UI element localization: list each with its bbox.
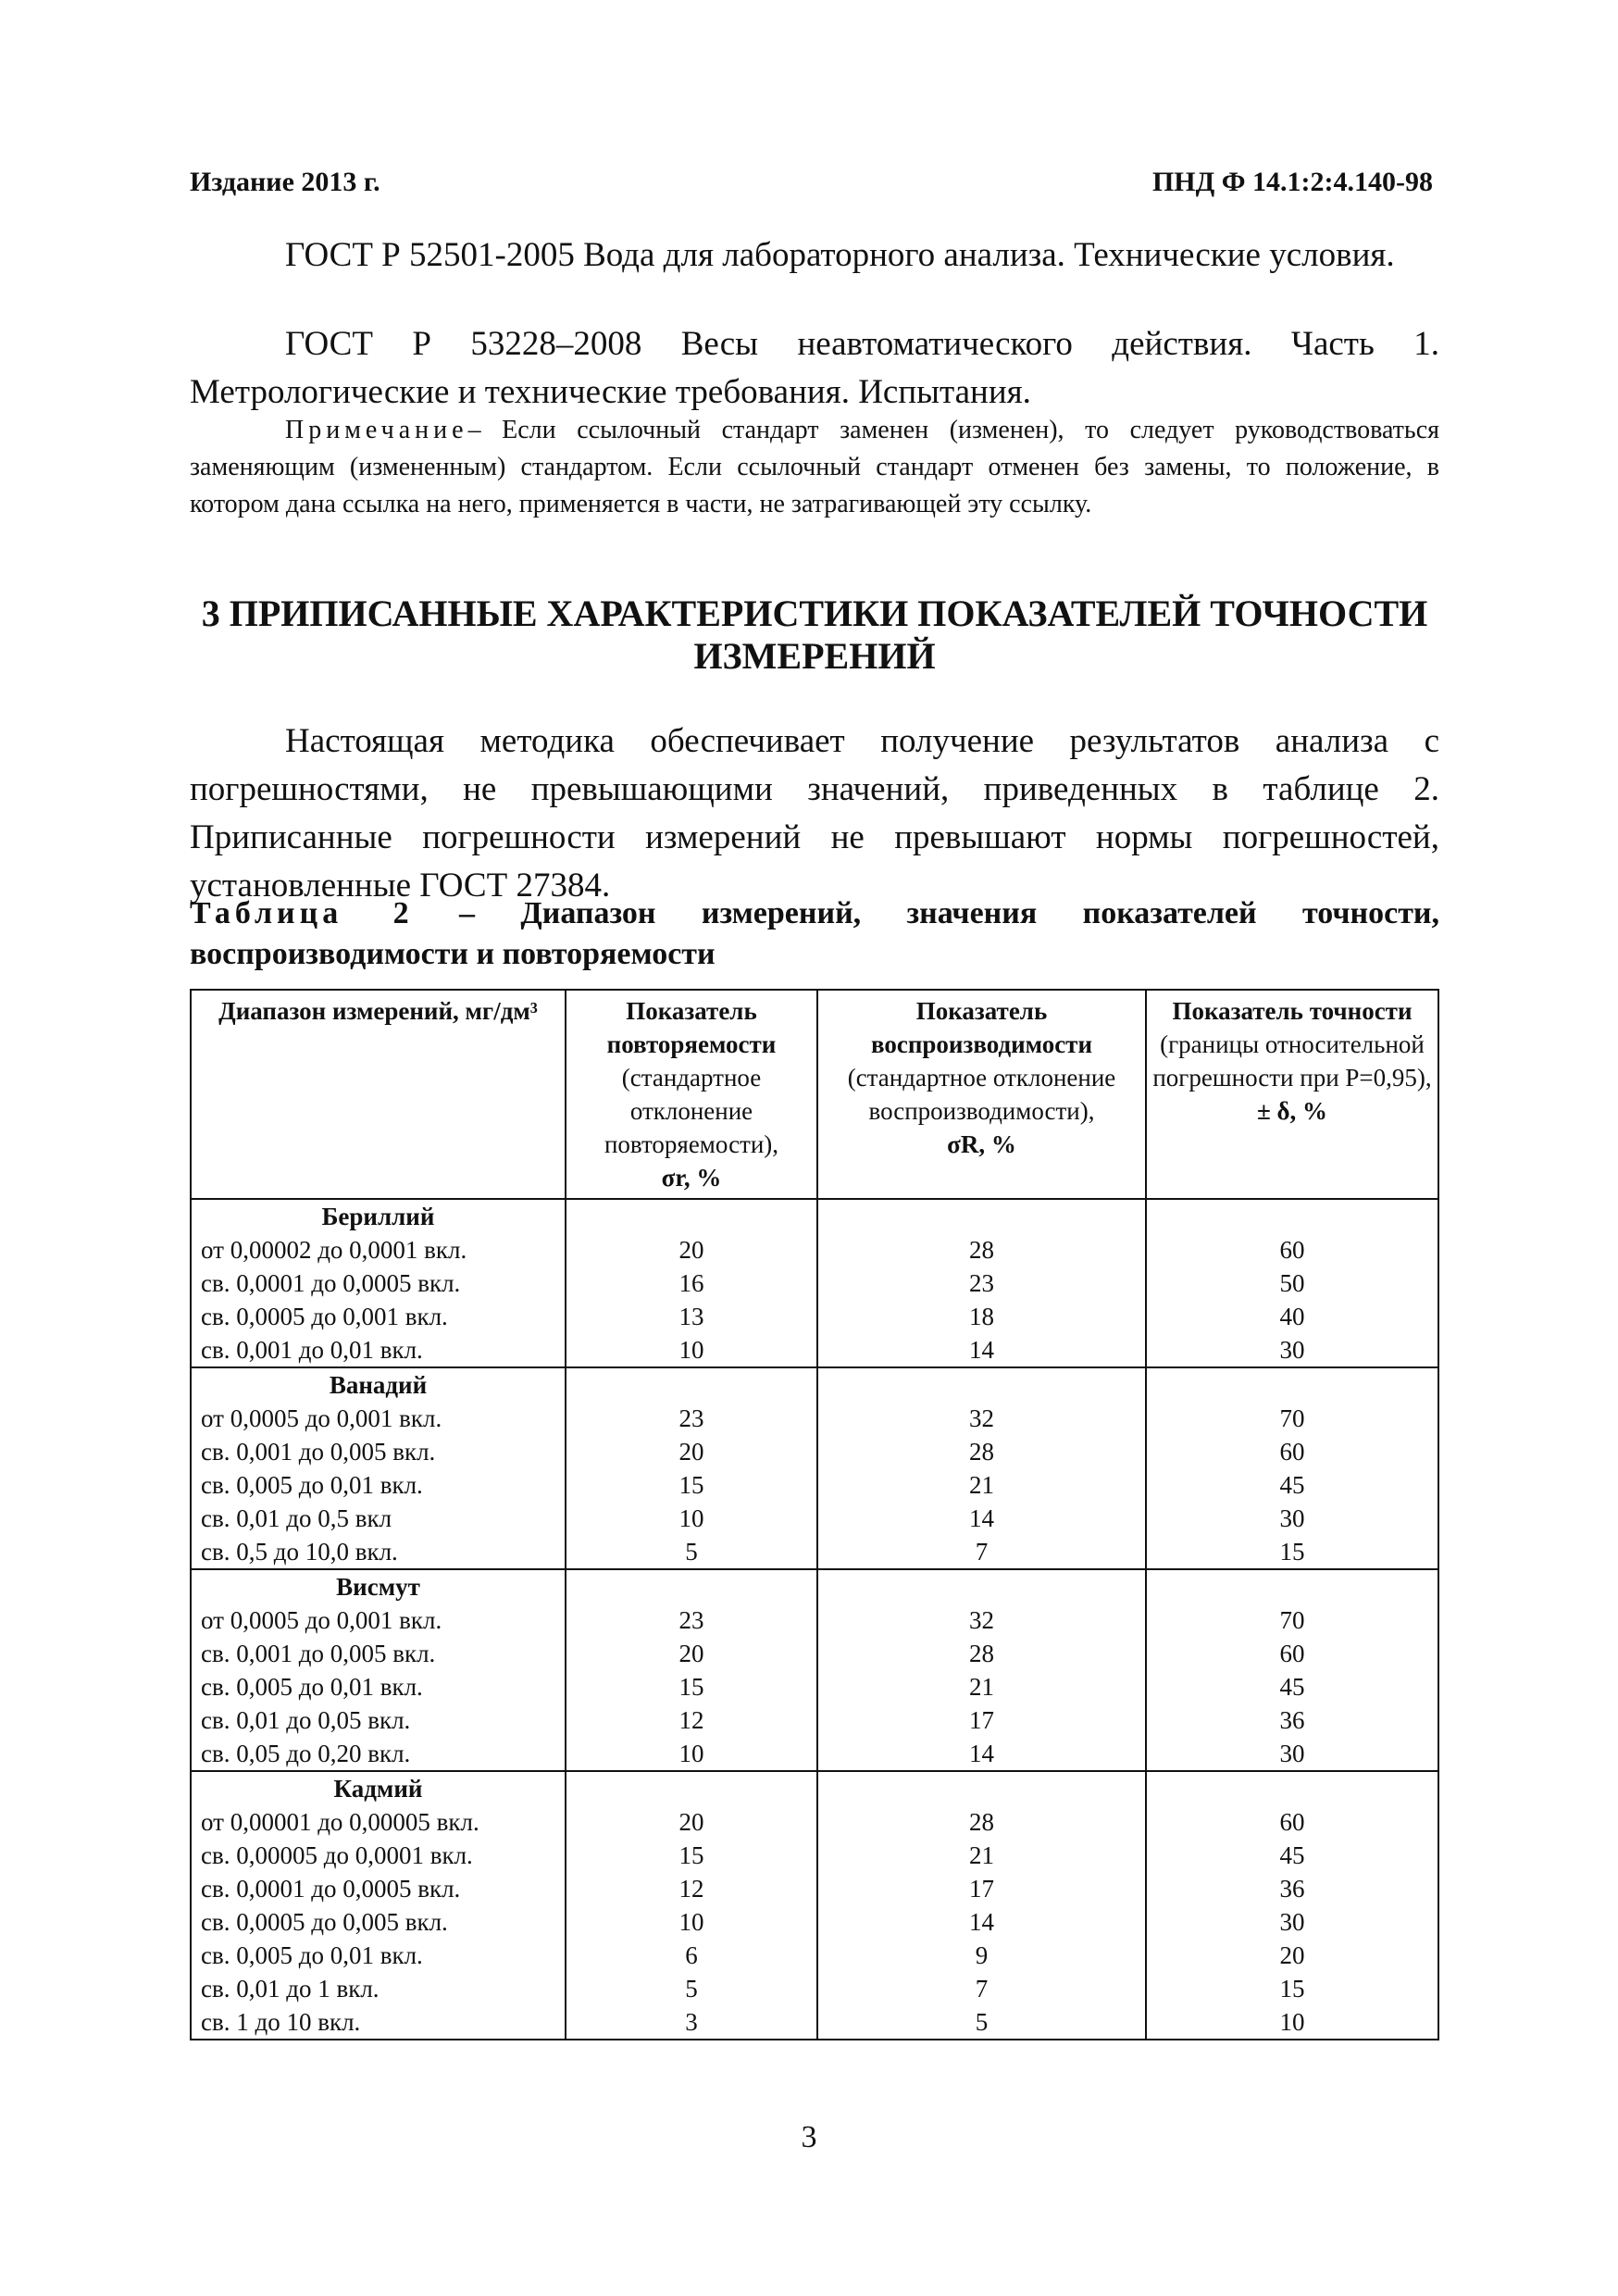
element-name: Висмут: [336, 1573, 420, 1601]
element-cell: [191, 1199, 566, 1233]
empty-cell: [566, 1771, 817, 1805]
table-row: [191, 1703, 1438, 1737]
reproducibility-cell: 32: [817, 1402, 1146, 1435]
table-row: [191, 1435, 1438, 1468]
header-reproducibility-symbol: σR, %: [947, 1130, 1016, 1158]
range-cell: св. 0,05 до 0,20 вкл.: [191, 1737, 566, 1771]
element-cell: [191, 1367, 566, 1402]
section-title: 3 ПРИПИСАННЫЕ ХАРАКТЕРИСТИКИ ПОКАЗАТЕЛЕЙ ТОЧНОСТИ ИЗМЕРЕНИЙ: [201, 593, 1428, 677]
accuracy-cell: 50: [1146, 1267, 1438, 1300]
range-cell: св. 0,0005 до 0,005 вкл.: [191, 1905, 566, 1939]
repeatability-cell: 10: [566, 1502, 817, 1535]
reproducibility-cell: 28: [817, 1805, 1146, 1839]
reproducibility-cell: 14: [817, 1905, 1146, 1939]
table-row: [191, 1502, 1438, 1535]
reproducibility-cell: 17: [817, 1872, 1146, 1905]
table-group-row: [191, 1771, 1438, 1805]
accuracy-cell: 20: [1146, 1939, 1438, 1972]
accuracy-cell: 30: [1146, 1333, 1438, 1367]
empty-cell: [817, 1771, 1146, 1805]
repeatability-cell: 12: [566, 1872, 817, 1905]
repeatability-cell: 15: [566, 1468, 817, 1502]
reproducibility-cell: 9: [817, 1939, 1146, 1972]
range-cell: св. 0,001 до 0,01 вкл.: [191, 1333, 566, 1367]
repeatability-cell: 10: [566, 1333, 817, 1367]
repeatability-cell: 20: [566, 1233, 817, 1267]
table-group-row: [191, 1569, 1438, 1603]
accuracy-cell: 60: [1146, 1805, 1438, 1839]
accuracy-cell: 30: [1146, 1905, 1438, 1939]
edition-label: Издание 2013 г.: [190, 167, 380, 197]
reproducibility-cell: 14: [817, 1502, 1146, 1535]
table-row: [191, 2005, 1438, 2040]
table-row: [191, 1333, 1438, 1367]
range-cell: от 0,0005 до 0,001 вкл.: [191, 1402, 566, 1435]
accuracy-cell: 60: [1146, 1233, 1438, 1267]
table-row: [191, 1637, 1438, 1670]
range-cell: св. 0,001 до 0,005 вкл.: [191, 1637, 566, 1670]
range-cell: св. 0,01 до 0,5 вкл: [191, 1502, 566, 1535]
header-range-title: Диапазон измерений, мг/дм³: [218, 997, 538, 1025]
reproducibility-cell: 18: [817, 1300, 1146, 1333]
element-cell: [191, 1569, 566, 1603]
header-repeatability-title: Показатель повторяемости: [606, 997, 777, 1058]
repeatability-cell: 12: [566, 1703, 817, 1737]
accuracy-cell: 40: [1146, 1300, 1438, 1333]
header-accuracy-desc: (границы относительной погрешности при Р=0,95),: [1152, 1030, 1432, 1092]
reproducibility-cell: 7: [817, 1972, 1146, 2005]
table-caption-label: Таблица 2: [190, 896, 414, 930]
range-cell: от 0,00001 до 0,00005 вкл.: [191, 1805, 566, 1839]
reproducibility-cell: 5: [817, 2005, 1146, 2040]
table-row: [191, 1233, 1438, 1267]
page-number: 3: [801, 2120, 817, 2154]
note-text: – Если ссылочный стандарт заменен (изменен), то следует руководствоваться заменяющим (измененным) стандартом. Если ссылочный стандарт отменен без замены, то положение, в котором дана ссылка на него, применяется в части, не затрагивающей эту ссылку.: [190, 416, 1439, 518]
accuracy-cell: 15: [1146, 1535, 1438, 1569]
reproducibility-cell: 21: [817, 1839, 1146, 1872]
reproducibility-cell: 28: [817, 1637, 1146, 1670]
accuracy-cell: 60: [1146, 1637, 1438, 1670]
table-row: [191, 1603, 1438, 1637]
range-cell: св. 0,005 до 0,01 вкл.: [191, 1670, 566, 1703]
range-cell: св. 0,01 до 1 вкл.: [191, 1972, 566, 2005]
table-row: [191, 1402, 1438, 1435]
empty-cell: [566, 1569, 817, 1603]
repeatability-cell: 23: [566, 1603, 817, 1637]
element-name: Бериллий: [321, 1203, 435, 1230]
empty-cell: [566, 1199, 817, 1233]
header-accuracy-title: Показатель точности: [1172, 997, 1413, 1025]
empty-cell: [817, 1367, 1146, 1402]
range-cell: св. 0,00005 до 0,0001 вкл.: [191, 1839, 566, 1872]
repeatability-cell: 10: [566, 1737, 817, 1771]
accuracy-cell: 60: [1146, 1435, 1438, 1468]
accuracy-cell: 30: [1146, 1737, 1438, 1771]
header-reproducibility-desc: (стандартное отклонение воспроизводимости),: [847, 1064, 1116, 1125]
table-row: [191, 1872, 1438, 1905]
reproducibility-cell: 21: [817, 1468, 1146, 1502]
header-repeatability-symbol: σr, %: [661, 1164, 722, 1192]
repeatability-cell: 23: [566, 1402, 817, 1435]
table-group-row: [191, 1199, 1438, 1233]
reference-gost-52501: ГОСТ Р 52501-2005 Вода для лабораторного анализа. Технические условия.: [285, 236, 1395, 274]
note-label: Примечание: [285, 416, 468, 444]
reproducibility-cell: 14: [817, 1333, 1146, 1367]
range-cell: св. 0,005 до 0,01 вкл.: [191, 1468, 566, 1502]
table-group-row: [191, 1367, 1438, 1402]
reproducibility-cell: 28: [817, 1435, 1146, 1468]
range-cell: св. 0,0005 до 0,001 вкл.: [191, 1300, 566, 1333]
range-cell: св. 0,5 до 10,0 вкл.: [191, 1535, 566, 1569]
repeatability-cell: 15: [566, 1670, 817, 1703]
table-row: [191, 1805, 1438, 1839]
element-name: Ванадий: [329, 1371, 428, 1399]
accuracy-cell: 36: [1146, 1872, 1438, 1905]
table-row: [191, 1939, 1438, 1972]
range-cell: св. 0,0001 до 0,0005 вкл.: [191, 1267, 566, 1300]
empty-cell: [1146, 1199, 1438, 1233]
header-reproducibility: [817, 990, 1146, 1199]
range-cell: св. 0,005 до 0,01 вкл.: [191, 1939, 566, 1972]
repeatability-cell: 20: [566, 1805, 817, 1839]
element-name: Кадмий: [333, 1775, 423, 1803]
repeatability-cell: 15: [566, 1839, 817, 1872]
accuracy-cell: 70: [1146, 1402, 1438, 1435]
table-row: [191, 1300, 1438, 1333]
repeatability-cell: 13: [566, 1300, 817, 1333]
empty-cell: [817, 1569, 1146, 1603]
table-caption: [190, 893, 1439, 975]
range-cell: св. 0,0001 до 0,0005 вкл.: [191, 1872, 566, 1905]
range-cell: св. 0,01 до 0,05 вкл.: [191, 1703, 566, 1737]
range-cell: от 0,00002 до 0,0001 вкл.: [191, 1233, 566, 1267]
table-header-row: [191, 990, 1438, 1199]
empty-cell: [566, 1367, 817, 1402]
element-cell: [191, 1771, 566, 1805]
accuracy-cell: 45: [1146, 1839, 1438, 1872]
table-row: [191, 1839, 1438, 1872]
table-row: [191, 1737, 1438, 1771]
repeatability-cell: 3: [566, 2005, 817, 2040]
header-repeatability: [566, 990, 817, 1199]
reproducibility-cell: 32: [817, 1603, 1146, 1637]
accuracy-table: [190, 989, 1439, 2040]
repeatability-cell: 16: [566, 1267, 817, 1300]
table-row: [191, 1535, 1438, 1569]
accuracy-cell: 15: [1146, 1972, 1438, 2005]
empty-cell: [817, 1199, 1146, 1233]
header-reproducibility-title: Показатель воспроизводимости: [870, 997, 1093, 1058]
accuracy-cell: 45: [1146, 1468, 1438, 1502]
header-range: [191, 990, 566, 1199]
repeatability-cell: 10: [566, 1905, 817, 1939]
table-row: [191, 1267, 1438, 1300]
note-paragraph: [190, 412, 1439, 523]
range-cell: св. 0,001 до 0,005 вкл.: [191, 1435, 566, 1468]
accuracy-cell: 70: [1146, 1603, 1438, 1637]
empty-cell: [1146, 1367, 1438, 1402]
table-row: [191, 1468, 1438, 1502]
repeatability-cell: 6: [566, 1939, 817, 1972]
table-row: [191, 1972, 1438, 2005]
table-row: [191, 1905, 1438, 1939]
header-accuracy: [1146, 990, 1438, 1199]
reproducibility-cell: 21: [817, 1670, 1146, 1703]
reproducibility-cell: 23: [817, 1267, 1146, 1300]
accuracy-cell: 45: [1146, 1670, 1438, 1703]
empty-cell: [1146, 1771, 1438, 1805]
repeatability-cell: 5: [566, 1972, 817, 2005]
accuracy-cell: 10: [1146, 2005, 1438, 2040]
reproducibility-cell: 17: [817, 1703, 1146, 1737]
reproducibility-cell: 7: [817, 1535, 1146, 1569]
repeatability-cell: 5: [566, 1535, 817, 1569]
table-caption-text: – Диапазон измерений, значения показателей точности, воспроизводимости и повторяемости: [190, 896, 1439, 971]
repeatability-cell: 20: [566, 1435, 817, 1468]
header-repeatability-desc: (стандартное отклонение повторяемости),: [604, 1064, 779, 1158]
empty-cell: [1146, 1569, 1438, 1603]
accuracy-cell: 30: [1146, 1502, 1438, 1535]
document-code: ПНД Ф 14.1:2:4.140-98: [1151, 167, 1433, 197]
section-paragraph: Настоящая методика обеспечивает получение результатов анализа с погрешностями, не превышающими значений, приведенных в таблице 2. Приписанные погрешности измерений не превышают нормы погрешностей, установленные ГОСТ 27384.: [190, 722, 1439, 905]
reproducibility-cell: 14: [817, 1737, 1146, 1771]
accuracy-cell: 36: [1146, 1703, 1438, 1737]
range-cell: св. 1 до 10 вкл.: [191, 2005, 566, 2040]
table-body: [191, 1199, 1438, 2040]
reproducibility-cell: 28: [817, 1233, 1146, 1267]
header-accuracy-symbol: ± δ, %: [1256, 1097, 1328, 1125]
reference-gost-53228: ГОСТ Р 53228–2008 Весы неавтоматического действия. Часть 1. Метрологические и технические требования. Испытания.: [190, 325, 1439, 411]
table-row: [191, 1670, 1438, 1703]
repeatability-cell: 20: [566, 1637, 817, 1670]
range-cell: от 0,0005 до 0,001 вкл.: [191, 1603, 566, 1637]
